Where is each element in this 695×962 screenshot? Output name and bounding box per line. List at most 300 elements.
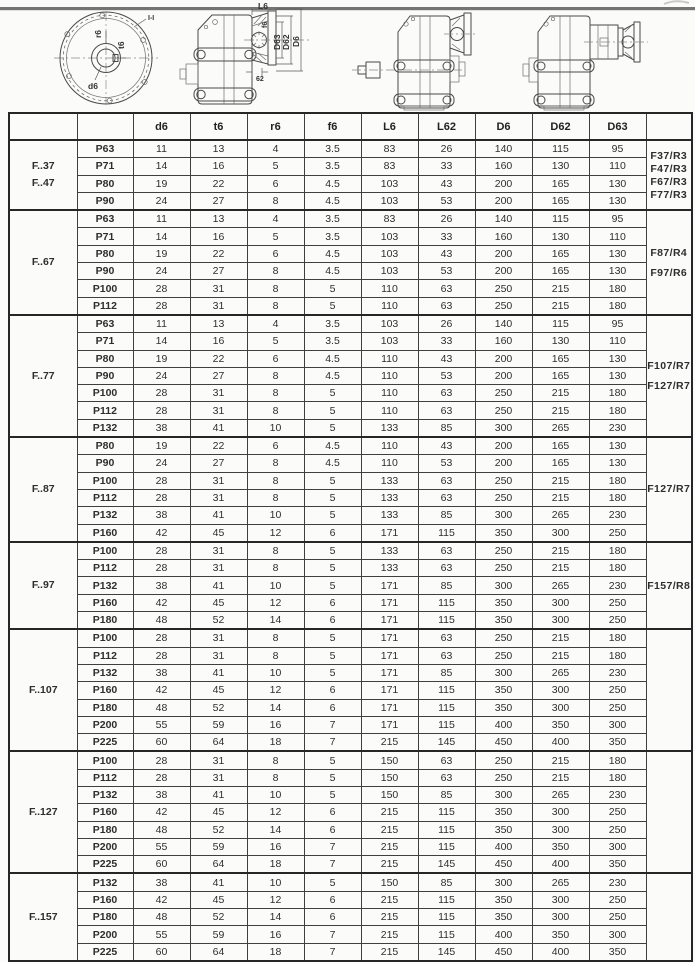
dimension-value-cell: 12 bbox=[247, 804, 304, 821]
motor-size-cell: P80 bbox=[77, 175, 133, 192]
combination-note-line: F87/R4 bbox=[650, 246, 688, 259]
dimension-value-cell: 250 bbox=[475, 385, 532, 402]
dimension-value-cell: 22 bbox=[190, 175, 247, 192]
table-row bbox=[9, 437, 692, 455]
dimension-value-cell: 31 bbox=[190, 560, 247, 577]
dimension-value-cell: 165 bbox=[532, 245, 589, 262]
dimension-value-cell: 63 bbox=[418, 769, 475, 786]
dimension-value-cell: 171 bbox=[361, 577, 418, 594]
motor-size-cell: P100 bbox=[77, 629, 133, 647]
top-rule bbox=[0, 7, 695, 10]
dimension-value-cell: 6 bbox=[304, 594, 361, 611]
table-row bbox=[9, 734, 692, 752]
dimension-value-cell: 215 bbox=[532, 751, 589, 769]
motor-size-cell: P200 bbox=[77, 926, 133, 943]
dimension-value-cell: 6 bbox=[304, 821, 361, 838]
dimension-value-cell: 31 bbox=[190, 280, 247, 297]
dimension-value-cell: 53 bbox=[418, 263, 475, 280]
dimension-value-cell: 85 bbox=[418, 786, 475, 803]
table-row bbox=[9, 350, 692, 367]
dimension-value-cell: 31 bbox=[190, 297, 247, 315]
dimension-value-cell: 250 bbox=[475, 472, 532, 489]
dimension-value-cell: 14 bbox=[247, 699, 304, 716]
dimension-value-cell: 5 bbox=[304, 297, 361, 315]
group-label bbox=[9, 315, 77, 437]
dimension-value-cell: 3.5 bbox=[304, 315, 361, 333]
motor-size-cell: P160 bbox=[77, 891, 133, 908]
dimension-value-cell: 8 bbox=[247, 280, 304, 297]
dimension-value-cell: 14 bbox=[247, 909, 304, 926]
dimension-value-cell: 42 bbox=[133, 891, 190, 908]
dimension-value-cell: 250 bbox=[475, 560, 532, 577]
header-row bbox=[9, 113, 692, 140]
dimension-value-cell: 43 bbox=[418, 437, 475, 455]
dimension-value-cell: 38 bbox=[133, 577, 190, 594]
gear-unit-front-drawing bbox=[352, 13, 478, 110]
dimension-value-cell: 265 bbox=[532, 507, 589, 524]
dimension-value-cell: 8 bbox=[247, 263, 304, 280]
column-header-D63: D63 bbox=[589, 113, 646, 140]
dimension-value-cell: 200 bbox=[475, 367, 532, 384]
dimension-value-cell: 450 bbox=[475, 856, 532, 874]
dimension-value-cell: 115 bbox=[418, 804, 475, 821]
dimension-value-cell: 14 bbox=[133, 228, 190, 245]
dimension-value-cell: 350 bbox=[475, 804, 532, 821]
dimension-value-cell: 10 bbox=[247, 507, 304, 524]
table-row bbox=[9, 333, 692, 350]
dimension-value-cell: 6 bbox=[304, 682, 361, 699]
dimension-value-cell: 52 bbox=[190, 699, 247, 716]
dimension-value-cell: 53 bbox=[418, 192, 475, 210]
dimension-value-cell: 350 bbox=[589, 734, 646, 752]
table-row bbox=[9, 297, 692, 315]
dimension-value-cell: 53 bbox=[418, 367, 475, 384]
dimension-value-cell: 171 bbox=[361, 682, 418, 699]
dimension-value-cell: 130 bbox=[589, 455, 646, 472]
table-body bbox=[9, 140, 692, 961]
dimension-value-cell: 150 bbox=[361, 751, 418, 769]
table-row bbox=[9, 873, 692, 891]
dimension-value-cell: 130 bbox=[532, 158, 589, 175]
motor-size-cell: P63 bbox=[77, 140, 133, 158]
dimension-value-cell: 215 bbox=[532, 647, 589, 664]
dimension-value-cell: 180 bbox=[589, 385, 646, 402]
dimension-value-cell: 8 bbox=[247, 769, 304, 786]
table-row bbox=[9, 769, 692, 786]
dimension-value-cell: 55 bbox=[133, 838, 190, 855]
dimension-value-cell: 42 bbox=[133, 524, 190, 542]
dimension-value-cell: 41 bbox=[190, 664, 247, 681]
dimension-value-cell: 83 bbox=[361, 210, 418, 228]
dimension-value-cell: 215 bbox=[532, 560, 589, 577]
dimension-value-cell: 8 bbox=[247, 192, 304, 210]
dimension-value-cell: 250 bbox=[589, 594, 646, 611]
motor-size-cell: P225 bbox=[77, 943, 133, 961]
dimension-value-cell: 31 bbox=[190, 402, 247, 419]
table-row bbox=[9, 943, 692, 961]
dimension-value-cell: 63 bbox=[418, 402, 475, 419]
dimension-value-cell: 19 bbox=[133, 437, 190, 455]
motor-size-cell: P180 bbox=[77, 699, 133, 716]
dimension-value-cell: 45 bbox=[190, 594, 247, 611]
dimension-value-cell: 300 bbox=[532, 612, 589, 630]
group-label bbox=[9, 629, 77, 751]
dimension-value-cell: 6 bbox=[304, 891, 361, 908]
dimension-value-cell: 5 bbox=[304, 560, 361, 577]
dimension-value-cell: 150 bbox=[361, 786, 418, 803]
table-row bbox=[9, 716, 692, 733]
dimension-value-cell: 350 bbox=[589, 856, 646, 874]
dimension-value-cell: 3.5 bbox=[304, 158, 361, 175]
dimension-value-cell: 250 bbox=[475, 751, 532, 769]
dimension-value-cell: 38 bbox=[133, 786, 190, 803]
dimension-value-cell: 27 bbox=[190, 367, 247, 384]
dimension-value-cell: 4 bbox=[247, 140, 304, 158]
dimension-value-cell: 42 bbox=[133, 594, 190, 611]
combination-note-line: F127/R7 bbox=[647, 380, 691, 392]
dimension-value-cell: 133 bbox=[361, 560, 418, 577]
dimension-value-cell: 250 bbox=[475, 769, 532, 786]
dimension-value-cell: 400 bbox=[532, 734, 589, 752]
dimension-side-view-drawing bbox=[180, 1, 310, 104]
dimension-value-cell: 400 bbox=[475, 926, 532, 943]
dimension-value-cell: 48 bbox=[133, 821, 190, 838]
column-header-L62: L62 bbox=[418, 113, 475, 140]
dimension-value-cell: 8 bbox=[247, 560, 304, 577]
dimension-value-cell: 4.5 bbox=[304, 245, 361, 262]
dimension-value-cell: 48 bbox=[133, 612, 190, 630]
dimension-value-cell: 180 bbox=[589, 280, 646, 297]
dimension-value-cell: 130 bbox=[532, 228, 589, 245]
dimension-value-cell: 7 bbox=[304, 716, 361, 733]
dimension-value-cell: 300 bbox=[532, 524, 589, 542]
technical-drawings bbox=[0, 0, 695, 112]
motor-size-cell: P71 bbox=[77, 158, 133, 175]
dimension-value-cell: 230 bbox=[589, 873, 646, 891]
dimension-value-cell: 133 bbox=[361, 542, 418, 560]
group-label bbox=[9, 437, 77, 542]
section-callout-label: I-I bbox=[148, 15, 155, 22]
dimension-value-cell: 350 bbox=[475, 594, 532, 611]
table-row bbox=[9, 594, 692, 611]
dimension-value-cell: 5 bbox=[304, 751, 361, 769]
dimension-value-cell: 95 bbox=[589, 210, 646, 228]
dimension-value-cell: 180 bbox=[589, 751, 646, 769]
dimension-value-cell: 28 bbox=[133, 560, 190, 577]
dimension-value-cell: 6 bbox=[304, 524, 361, 542]
corner-cell bbox=[9, 113, 77, 140]
group-label bbox=[9, 751, 77, 873]
dimension-value-cell: 180 bbox=[589, 769, 646, 786]
dimension-value-cell: 27 bbox=[190, 192, 247, 210]
dimension-value-cell: 5 bbox=[304, 664, 361, 681]
dimension-value-cell: 6 bbox=[304, 909, 361, 926]
dimension-value-cell: 7 bbox=[304, 734, 361, 752]
dimension-value-cell: 18 bbox=[247, 856, 304, 874]
dimension-value-cell: 110 bbox=[361, 437, 418, 455]
dimension-value-cell: 5 bbox=[304, 507, 361, 524]
motor-size-cell: P112 bbox=[77, 560, 133, 577]
dimension-value-cell: 31 bbox=[190, 769, 247, 786]
dimension-value-cell: 130 bbox=[589, 350, 646, 367]
dimension-value-cell: 165 bbox=[532, 192, 589, 210]
dimension-value-cell: 8 bbox=[247, 629, 304, 647]
dimension-value-cell: 53 bbox=[418, 455, 475, 472]
dimension-value-cell: 350 bbox=[532, 926, 589, 943]
dimension-value-cell: 400 bbox=[532, 943, 589, 961]
dimension-value-cell: 5 bbox=[247, 333, 304, 350]
dimension-value-cell: 4.5 bbox=[304, 350, 361, 367]
dimension-value-cell: 110 bbox=[361, 455, 418, 472]
combination-note bbox=[646, 315, 692, 437]
dimension-value-cell: 28 bbox=[133, 769, 190, 786]
dimension-value-cell: 63 bbox=[418, 385, 475, 402]
column-header-D6: D6 bbox=[475, 113, 532, 140]
motor-size-cell: P63 bbox=[77, 210, 133, 228]
group-label-line: F..37 bbox=[31, 160, 55, 173]
dimension-value-cell: 95 bbox=[589, 140, 646, 158]
dimension-value-cell: 85 bbox=[418, 577, 475, 594]
dimension-value-cell: 4.5 bbox=[304, 175, 361, 192]
group-label bbox=[9, 873, 77, 960]
note-header-cell bbox=[646, 113, 692, 140]
group-label-line: F..107 bbox=[28, 683, 58, 696]
dimension-value-cell: 8 bbox=[247, 489, 304, 506]
combination-note bbox=[646, 873, 692, 960]
dimension-value-cell: 115 bbox=[418, 926, 475, 943]
group-label-line: F..67 bbox=[31, 256, 55, 269]
dimension-value-cell: 8 bbox=[247, 647, 304, 664]
dimension-value-cell: 115 bbox=[418, 838, 475, 855]
dimension-value-cell: 28 bbox=[133, 472, 190, 489]
combination-note bbox=[646, 140, 692, 210]
dimension-value-cell: 4.5 bbox=[304, 367, 361, 384]
table-row bbox=[9, 560, 692, 577]
D62-label: D62 bbox=[281, 34, 291, 50]
dimension-value-cell: 250 bbox=[475, 297, 532, 315]
dimension-value-cell: 4.5 bbox=[304, 192, 361, 210]
dimension-value-cell: 350 bbox=[532, 838, 589, 855]
dimension-value-cell: 115 bbox=[532, 140, 589, 158]
table-row bbox=[9, 682, 692, 699]
dimension-value-cell: 215 bbox=[532, 402, 589, 419]
dimension-value-cell: 350 bbox=[475, 891, 532, 908]
dimension-value-cell: 200 bbox=[475, 192, 532, 210]
dimension-value-cell: 28 bbox=[133, 402, 190, 419]
dimension-value-cell: 115 bbox=[418, 909, 475, 926]
d6-label: d6 bbox=[88, 81, 98, 91]
dimension-value-cell: 103 bbox=[361, 315, 418, 333]
motor-size-cell: P90 bbox=[77, 455, 133, 472]
dimension-value-cell: 41 bbox=[190, 507, 247, 524]
dimension-value-cell: 215 bbox=[361, 838, 418, 855]
dimension-value-cell: 28 bbox=[133, 489, 190, 506]
dimension-value-cell: 11 bbox=[133, 140, 190, 158]
motor-size-cell: P180 bbox=[77, 612, 133, 630]
dimension-value-cell: 28 bbox=[133, 542, 190, 560]
dimension-value-cell: 52 bbox=[190, 821, 247, 838]
dimension-value-cell: 180 bbox=[589, 489, 646, 506]
dimension-value-cell: 85 bbox=[418, 873, 475, 891]
dimension-value-cell: 300 bbox=[532, 891, 589, 908]
table-row bbox=[9, 821, 692, 838]
dimension-value-cell: 160 bbox=[475, 158, 532, 175]
dimension-value-cell: 115 bbox=[418, 594, 475, 611]
combination-note-line: F157/R8 bbox=[647, 579, 691, 592]
dimension-value-cell: 6 bbox=[304, 612, 361, 630]
table-header bbox=[9, 113, 692, 140]
dimension-value-cell: 133 bbox=[361, 507, 418, 524]
dimension-value-cell: 85 bbox=[418, 419, 475, 437]
dimension-value-cell: 43 bbox=[418, 175, 475, 192]
motor-size-cell: P90 bbox=[77, 367, 133, 384]
dimension-value-cell: 171 bbox=[361, 647, 418, 664]
dimension-value-cell: 41 bbox=[190, 786, 247, 803]
table-row bbox=[9, 786, 692, 803]
dimension-value-cell: 250 bbox=[589, 891, 646, 908]
table-row bbox=[9, 909, 692, 926]
dimension-value-cell: 250 bbox=[475, 402, 532, 419]
dimension-value-cell: 64 bbox=[190, 734, 247, 752]
table-row bbox=[9, 804, 692, 821]
dimension-value-cell: 115 bbox=[418, 524, 475, 542]
dimension-value-cell: 250 bbox=[589, 909, 646, 926]
table-row bbox=[9, 489, 692, 506]
dimension-value-cell: 48 bbox=[133, 909, 190, 926]
dimension-value-cell: 8 bbox=[247, 751, 304, 769]
D6-label: D6 bbox=[291, 36, 301, 47]
dimension-value-cell: 5 bbox=[304, 419, 361, 437]
dimension-value-cell: 145 bbox=[418, 734, 475, 752]
dimension-value-cell: 38 bbox=[133, 419, 190, 437]
dimension-value-cell: 16 bbox=[247, 716, 304, 733]
motor-size-cell: P90 bbox=[77, 192, 133, 210]
dimension-value-cell: 28 bbox=[133, 297, 190, 315]
group-label-line: F..77 bbox=[31, 369, 55, 382]
dimension-value-cell: 6 bbox=[304, 804, 361, 821]
dimension-value-cell: 180 bbox=[589, 402, 646, 419]
motor-size-cell: P112 bbox=[77, 297, 133, 315]
dimension-value-cell: 230 bbox=[589, 419, 646, 437]
dimension-value-cell: 4.5 bbox=[304, 263, 361, 280]
dimension-value-cell: 300 bbox=[475, 419, 532, 437]
dimension-value-cell: 5 bbox=[304, 786, 361, 803]
dimension-value-cell: 200 bbox=[475, 245, 532, 262]
dimension-value-cell: 6 bbox=[304, 699, 361, 716]
dimension-value-cell: 63 bbox=[418, 280, 475, 297]
motor-size-cell: P132 bbox=[77, 577, 133, 594]
dimension-value-cell: 8 bbox=[247, 402, 304, 419]
column-header-D62: D62 bbox=[532, 113, 589, 140]
dimension-value-cell: 5 bbox=[247, 228, 304, 245]
dimension-value-cell: 55 bbox=[133, 716, 190, 733]
dimension-value-cell: 4 bbox=[247, 210, 304, 228]
dimension-value-cell: 48 bbox=[133, 699, 190, 716]
dimension-value-cell: 133 bbox=[361, 472, 418, 489]
dimension-value-cell: 31 bbox=[190, 385, 247, 402]
dimension-value-cell: 180 bbox=[589, 542, 646, 560]
dimension-value-cell: 300 bbox=[589, 838, 646, 855]
dimension-value-cell: 150 bbox=[361, 769, 418, 786]
dimension-value-cell: 60 bbox=[133, 734, 190, 752]
combination-note-line: F127/R7 bbox=[647, 483, 691, 496]
dimension-value-cell: 13 bbox=[190, 315, 247, 333]
dimension-value-cell: 165 bbox=[532, 367, 589, 384]
dimension-value-cell: 5 bbox=[304, 873, 361, 891]
dimension-value-cell: 450 bbox=[475, 734, 532, 752]
dimension-value-cell: 230 bbox=[589, 664, 646, 681]
dimension-value-cell: 171 bbox=[361, 716, 418, 733]
dimension-value-cell: 45 bbox=[190, 682, 247, 699]
L6-label: L6 bbox=[258, 1, 268, 11]
dimension-value-cell: 350 bbox=[532, 716, 589, 733]
dimension-value-cell: 110 bbox=[361, 385, 418, 402]
dimension-value-cell: 14 bbox=[133, 333, 190, 350]
dimension-value-cell: 171 bbox=[361, 594, 418, 611]
dimension-value-cell: 300 bbox=[532, 909, 589, 926]
dimension-value-cell: 215 bbox=[532, 629, 589, 647]
dimension-value-cell: 5 bbox=[304, 542, 361, 560]
motor-size-cell: P180 bbox=[77, 909, 133, 926]
dimension-value-cell: 165 bbox=[532, 263, 589, 280]
motor-size-cell: P160 bbox=[77, 682, 133, 699]
dimension-value-cell: 300 bbox=[589, 716, 646, 733]
dimension-value-cell: 265 bbox=[532, 873, 589, 891]
L62-label: 62 bbox=[256, 76, 264, 83]
dimension-value-cell: 12 bbox=[247, 891, 304, 908]
dimension-value-cell: 140 bbox=[475, 315, 532, 333]
dimension-value-cell: 103 bbox=[361, 228, 418, 245]
dimension-value-cell: 350 bbox=[589, 943, 646, 961]
dimension-value-cell: 180 bbox=[589, 560, 646, 577]
dimension-value-cell: 265 bbox=[532, 786, 589, 803]
motor-size-cell: P132 bbox=[77, 419, 133, 437]
dimension-value-cell: 145 bbox=[418, 943, 475, 961]
dimension-value-cell: 6 bbox=[247, 245, 304, 262]
dimension-value-cell: 300 bbox=[589, 926, 646, 943]
dimension-value-cell: 11 bbox=[133, 315, 190, 333]
dimension-value-cell: 180 bbox=[589, 647, 646, 664]
dimension-value-cell: 5 bbox=[304, 402, 361, 419]
dimension-value-cell: 215 bbox=[532, 472, 589, 489]
dimension-value-cell: 33 bbox=[418, 158, 475, 175]
dimension-value-cell: 115 bbox=[418, 612, 475, 630]
dimension-value-cell: 171 bbox=[361, 524, 418, 542]
dimension-value-cell: 250 bbox=[475, 542, 532, 560]
dimension-value-cell: 6 bbox=[247, 437, 304, 455]
dimension-value-cell: 215 bbox=[361, 891, 418, 908]
dimension-value-cell: 145 bbox=[418, 856, 475, 874]
dimension-value-cell: 14 bbox=[133, 158, 190, 175]
dimension-value-cell: 63 bbox=[418, 647, 475, 664]
table-row bbox=[9, 612, 692, 630]
dimension-value-cell: 230 bbox=[589, 507, 646, 524]
dimension-value-cell: 83 bbox=[361, 140, 418, 158]
dimension-value-cell: 300 bbox=[475, 577, 532, 594]
dimension-value-cell: 4.5 bbox=[304, 455, 361, 472]
dimension-value-cell: 63 bbox=[418, 489, 475, 506]
dimension-value-cell: 41 bbox=[190, 577, 247, 594]
dimension-value-cell: 215 bbox=[361, 943, 418, 961]
dimension-value-cell: 5 bbox=[247, 158, 304, 175]
dimension-value-cell: 180 bbox=[589, 629, 646, 647]
dimension-value-cell: 6 bbox=[247, 175, 304, 192]
dimension-value-cell: 4 bbox=[247, 315, 304, 333]
dimension-value-cell: 63 bbox=[418, 560, 475, 577]
dimension-value-cell: 200 bbox=[475, 350, 532, 367]
dimension-value-cell: 5 bbox=[304, 769, 361, 786]
combination-note-line: F37/R3 bbox=[650, 149, 688, 162]
